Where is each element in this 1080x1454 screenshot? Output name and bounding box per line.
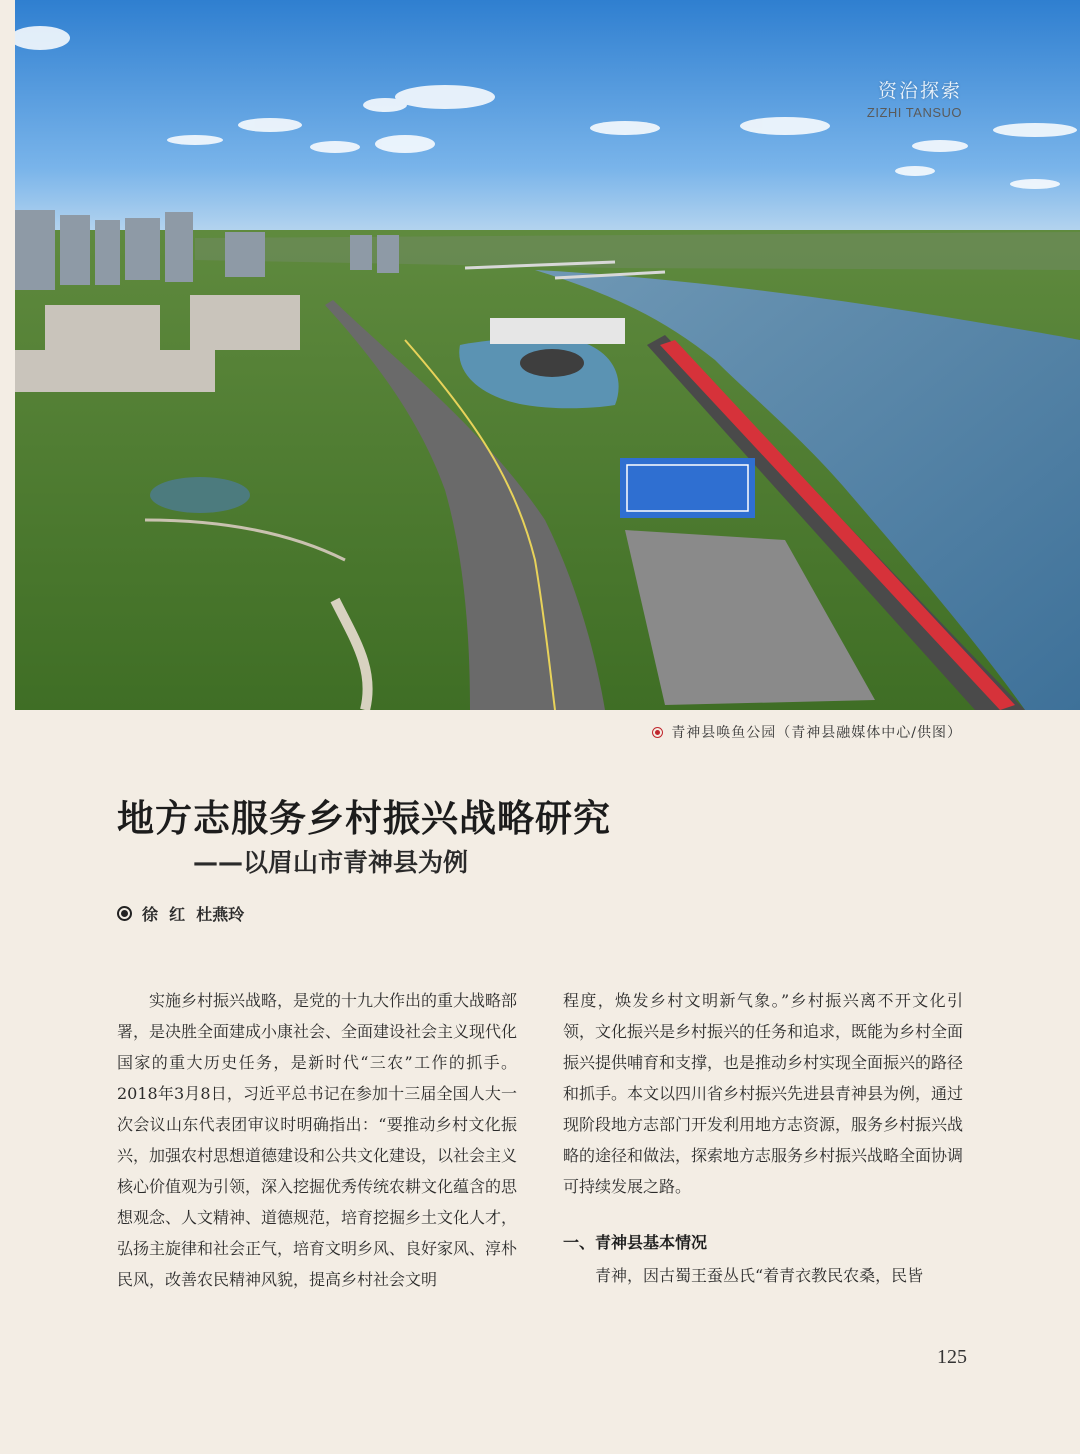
body-column-right bbox=[563, 985, 963, 1291]
section-tag bbox=[867, 76, 962, 120]
body-paragraph: 青神，因古蜀王蚕丛氏“着青衣教民农桑，民皆 bbox=[595, 1266, 924, 1285]
authors-text: 徐 红 杜燕玲 bbox=[142, 905, 245, 924]
photo-caption-text: 青神县唤鱼公园（青神县融媒体中心/供图） bbox=[671, 725, 962, 741]
section-title-cn: 资治探索 bbox=[877, 80, 962, 102]
section-heading: 一、青神县基本情况 bbox=[563, 1233, 708, 1252]
photo-caption bbox=[652, 722, 962, 742]
section-title-en: ZIZHI TANSUO bbox=[866, 105, 962, 120]
article-title: 地方志服务乡村振兴战略研究 bbox=[117, 797, 611, 840]
body-paragraph: 实施乡村振兴战略，是党的十九大作出的重大战略部署，是决胜全面建成小康社会、全面建设社会主义现代化国家的重大历史任务，是新时代“三农”工作的抓手。2018年3月8日，习近平总书记在参加十三届全国人大一次会议山东代表团审议时明确指出：“要推动乡村文化振兴，加强农村思想道德建设和公共文化建设，以社会主义核心价值观为引领，深入挖掘优秀传统农耕文化蕴含的思想观念、人文精神、道德规范，培育挖掘乡土文化人才，弘扬主旋律和社会正气，培育文明乡风、良好家风、淳朴民风，改善农民精神风貌，提高乡村社会文明 bbox=[117, 991, 518, 1289]
page-number: 125 bbox=[937, 1346, 967, 1368]
caption-bullet-icon bbox=[652, 727, 663, 738]
body-column-left bbox=[117, 985, 517, 1295]
author-bullet-icon bbox=[117, 906, 132, 921]
body-paragraph: 程度，焕发乡村文明新气象。”乡村振兴离不开文化引领，文化振兴是乡村振兴的任务和追求，既能为乡村全面振兴提供哺育和支撑，也是推动乡村实现全面振兴的路径和抓手。本文以四川省乡村振兴先进县青神县为例，通过现阶段地方志部门开发利用地方志资源，服务乡村振兴战略的途径和做法，探索地方志服务乡村振兴战略全面协调可持续发展之路。 bbox=[563, 991, 964, 1196]
article-authors bbox=[117, 902, 244, 925]
article-subtitle: ——以眉山市青神县为例 bbox=[193, 848, 469, 877]
